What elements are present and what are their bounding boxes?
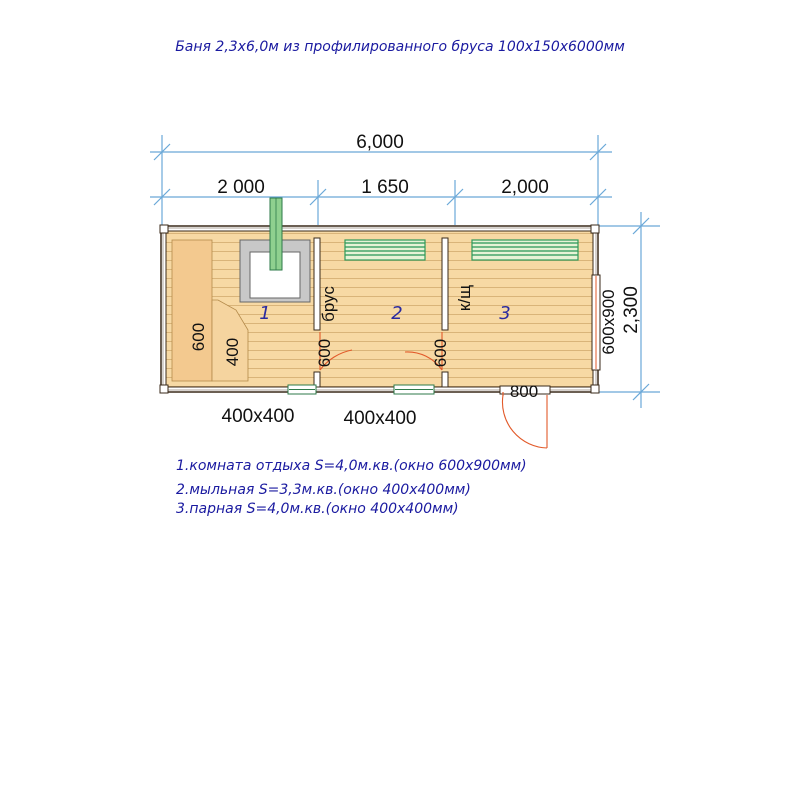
legend-item-3: 3.парная S=4,0м.кв.(окно 400х400мм) xyxy=(176,501,459,517)
door1-width-label: 600 xyxy=(315,338,334,368)
room-legend xyxy=(176,458,527,517)
room-number-2: 2 xyxy=(391,303,403,324)
door2-width-label: 600 xyxy=(431,338,450,368)
wall-kshch-label: к/щ xyxy=(455,284,474,312)
shelf-600-label: 600 xyxy=(189,322,208,352)
wall-brus-label: брус xyxy=(319,286,338,322)
plan-title: Баня 2,3х6,0м из профилированного бруса 100х150х6000мм xyxy=(175,39,625,55)
dimension-total-length: 6,000 xyxy=(356,132,404,153)
dimension-room1-width: 2 000 xyxy=(217,177,265,198)
legend-item-2: 2.мыльная S=3,3м.кв.(окно 400х400мм) xyxy=(176,482,471,498)
side-window-label: 600x900 xyxy=(599,289,618,355)
room-number-3: 3 xyxy=(499,303,511,324)
dimension-room2-width: 1 650 xyxy=(361,177,409,198)
window-bottom1-label: 400x400 xyxy=(221,406,295,427)
dimension-room3-width: 2,000 xyxy=(501,177,549,198)
legend-item-1: 1.комната отдыха S=4,0м.кв.(окно 600х900мм) xyxy=(176,458,527,474)
entrance-door-label: 800 xyxy=(509,382,539,401)
shelf-400-label: 400 xyxy=(223,337,242,367)
dimension-total-width: 2,300 xyxy=(621,286,642,334)
room-number-1: 1 xyxy=(259,303,271,324)
window-bottom2-label: 400x400 xyxy=(343,408,417,429)
